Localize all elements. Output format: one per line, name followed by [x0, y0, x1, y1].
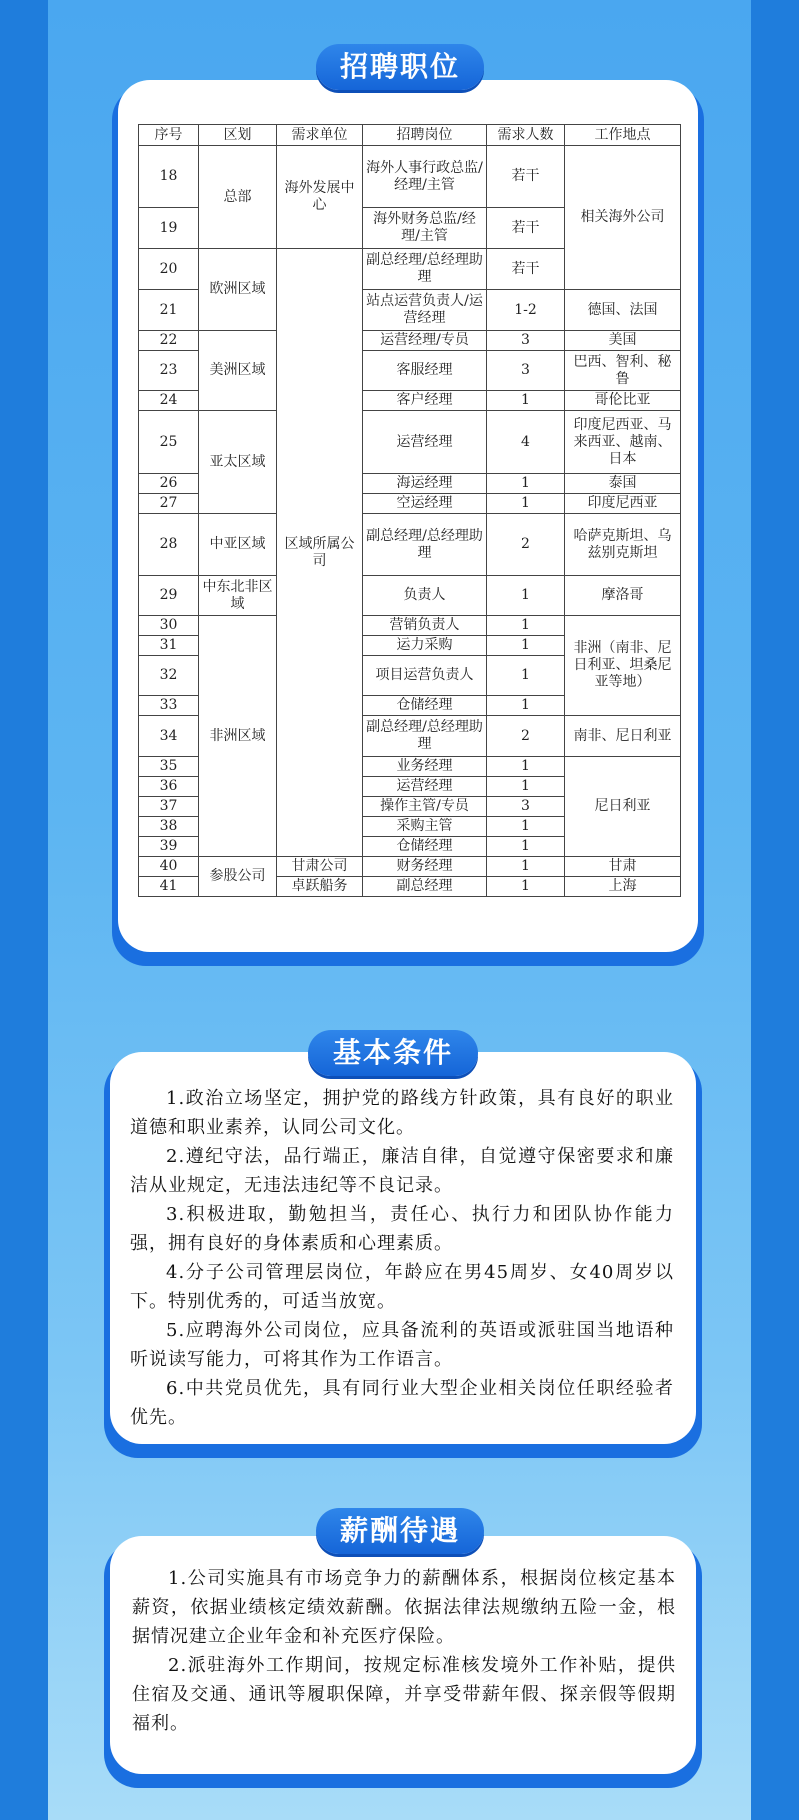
header-cell: 需求人数	[487, 125, 565, 146]
row-number: 22	[139, 331, 199, 351]
table-row	[139, 146, 681, 208]
table-row	[139, 514, 681, 576]
row-number: 35	[139, 757, 199, 777]
table-row	[139, 616, 681, 636]
conditions-list	[130, 1084, 674, 1432]
place-cell: 南非、尼日利亚	[565, 716, 681, 757]
post-cell: 客户经理	[363, 391, 487, 411]
count-cell: 1	[487, 494, 565, 514]
post-cell: 海外人事行政总监/经理/主管	[363, 146, 487, 208]
count-cell: 若干	[487, 146, 565, 208]
region-cell: 亚太区域	[199, 411, 277, 514]
place-cell: 相关海外公司	[565, 146, 681, 290]
post-cell: 运力采购	[363, 636, 487, 656]
count-cell: 1	[487, 696, 565, 716]
place-cell: 非洲（南非、尼日利亚、坦桑尼亚等地）	[565, 616, 681, 716]
unit-cell: 海外发展中心	[277, 146, 363, 249]
positions-table	[138, 124, 681, 897]
post-cell: 操作主管/专员	[363, 797, 487, 817]
condition-item: 4.分子公司管理层岗位，年龄应在男45周岁、女40周岁以下。特别优秀的，可适当放宽。	[130, 1262, 674, 1312]
salary-list	[132, 1564, 676, 1738]
row-number: 33	[139, 696, 199, 716]
post-cell: 运营经理	[363, 411, 487, 474]
post-cell: 项目运营负责人	[363, 656, 487, 696]
post-cell: 副总经理/总经理助理	[363, 716, 487, 757]
condition-item: 3.积极进取，勤勉担当，责任心、执行力和团队协作能力强，拥有良好的身体素质和心理素质。	[130, 1204, 674, 1254]
count-cell: 1	[487, 837, 565, 857]
row-number: 18	[139, 146, 199, 208]
place-cell: 印度尼西亚、马来西亚、越南、日本	[565, 411, 681, 474]
place-cell: 印度尼西亚	[565, 494, 681, 514]
post-cell: 仓储经理	[363, 696, 487, 716]
region-cell: 欧洲区域	[199, 249, 277, 331]
row-number: 20	[139, 249, 199, 290]
count-cell: 3	[487, 797, 565, 817]
region-cell: 总部	[199, 146, 277, 249]
table-row	[139, 857, 681, 877]
row-number: 32	[139, 656, 199, 696]
post-cell: 运营经理	[363, 777, 487, 797]
unit-cell: 甘肃公司	[277, 857, 363, 877]
place-cell: 甘肃	[565, 857, 681, 877]
header-cell: 工作地点	[565, 125, 681, 146]
salary-item: 1.公司实施具有市场竞争力的薪酬体系，根据岗位核定基本薪资，依据业绩核定绩效薪酬。依据法律法规缴纳五险一金，根据情况建立企业年金和补充医疗保险。	[132, 1568, 676, 1647]
table-row	[139, 411, 681, 474]
count-cell: 1	[487, 576, 565, 616]
count-cell: 2	[487, 514, 565, 576]
unit-cell: 区域所属公司	[277, 249, 363, 857]
row-number: 39	[139, 837, 199, 857]
row-number: 26	[139, 474, 199, 494]
conditions-section-title: 基本条件	[308, 1030, 478, 1076]
count-cell: 若干	[487, 249, 565, 290]
place-cell: 德国、法国	[565, 290, 681, 331]
row-number: 25	[139, 411, 199, 474]
row-number: 36	[139, 777, 199, 797]
count-cell: 1	[487, 757, 565, 777]
post-cell: 空运经理	[363, 494, 487, 514]
count-cell: 1	[487, 656, 565, 696]
count-cell: 1-2	[487, 290, 565, 331]
post-cell: 采购主管	[363, 817, 487, 837]
table-row	[139, 331, 681, 351]
region-cell: 中亚区域	[199, 514, 277, 576]
post-cell: 负责人	[363, 576, 487, 616]
place-cell: 摩洛哥	[565, 576, 681, 616]
row-number: 34	[139, 716, 199, 757]
count-cell: 1	[487, 777, 565, 797]
region-cell: 参股公司	[199, 857, 277, 897]
post-cell: 财务经理	[363, 857, 487, 877]
table-row	[139, 576, 681, 616]
place-cell: 巴西、智利、秘鲁	[565, 351, 681, 391]
condition-item: 2.遵纪守法，品行端正，廉洁自律，自觉遵守保密要求和廉洁从业规定，无违法违纪等不良记录。	[130, 1146, 674, 1196]
header-cell: 需求单位	[277, 125, 363, 146]
post-cell: 客服经理	[363, 351, 487, 391]
post-cell: 站点运营负责人/运营经理	[363, 290, 487, 331]
row-number: 37	[139, 797, 199, 817]
table-header-row	[139, 125, 681, 146]
row-number: 23	[139, 351, 199, 391]
condition-item: 1.政治立场坚定，拥护党的路线方针政策，具有良好的职业道德和职业素养，认同公司文化。	[130, 1088, 674, 1138]
count-cell: 1	[487, 877, 565, 897]
row-number: 31	[139, 636, 199, 656]
post-cell: 营销负责人	[363, 616, 487, 636]
post-cell: 仓储经理	[363, 837, 487, 857]
row-number: 29	[139, 576, 199, 616]
condition-item: 6.中共党员优先，具有同行业大型企业相关岗位任职经验者优先。	[130, 1378, 674, 1428]
count-cell: 1	[487, 857, 565, 877]
header-cell: 招聘岗位	[363, 125, 487, 146]
background-stripe-right	[751, 0, 799, 1820]
place-cell: 上海	[565, 877, 681, 897]
row-number: 21	[139, 290, 199, 331]
count-cell: 1	[487, 474, 565, 494]
unit-cell: 卓跃船务	[277, 877, 363, 897]
salary-section-title: 薪酬待遇	[316, 1508, 484, 1554]
row-number: 27	[139, 494, 199, 514]
count-cell: 1	[487, 817, 565, 837]
row-number: 30	[139, 616, 199, 636]
post-cell: 副总经理/总经理助理	[363, 249, 487, 290]
count-cell: 4	[487, 411, 565, 474]
row-number: 40	[139, 857, 199, 877]
count-cell: 3	[487, 351, 565, 391]
positions-section-title: 招聘职位	[316, 44, 484, 90]
count-cell: 1	[487, 636, 565, 656]
place-cell: 泰国	[565, 474, 681, 494]
condition-item: 5.应聘海外公司岗位，应具备流利的英语或派驻国当地语种听说读写能力，可将其作为工作语言。	[130, 1320, 674, 1370]
header-cell: 序号	[139, 125, 199, 146]
salary-item: 2.派驻海外工作期间，按规定标准核发境外工作补贴，提供住宿及交通、通讯等履职保障，并享受带薪年假、探亲假等假期福利。	[132, 1655, 676, 1734]
background-stripe-left	[0, 0, 48, 1820]
post-cell: 运营经理/专员	[363, 331, 487, 351]
row-number: 28	[139, 514, 199, 576]
count-cell: 1	[487, 616, 565, 636]
post-cell: 副总经理/总经理助理	[363, 514, 487, 576]
header-cell: 区划	[199, 125, 277, 146]
row-number: 19	[139, 208, 199, 249]
region-cell: 非洲区域	[199, 616, 277, 857]
place-cell: 美国	[565, 331, 681, 351]
count-cell: 3	[487, 331, 565, 351]
count-cell: 2	[487, 716, 565, 757]
place-cell: 尼日利亚	[565, 757, 681, 857]
place-cell: 哥伦比亚	[565, 391, 681, 411]
place-cell: 哈萨克斯坦、乌兹别克斯坦	[565, 514, 681, 576]
post-cell: 海外财务总监/经理/主管	[363, 208, 487, 249]
count-cell: 若干	[487, 208, 565, 249]
region-cell: 美洲区域	[199, 331, 277, 411]
region-cell: 中东北非区域	[199, 576, 277, 616]
row-number: 38	[139, 817, 199, 837]
post-cell: 业务经理	[363, 757, 487, 777]
post-cell: 海运经理	[363, 474, 487, 494]
row-number: 24	[139, 391, 199, 411]
row-number: 41	[139, 877, 199, 897]
post-cell: 副总经理	[363, 877, 487, 897]
count-cell: 1	[487, 391, 565, 411]
